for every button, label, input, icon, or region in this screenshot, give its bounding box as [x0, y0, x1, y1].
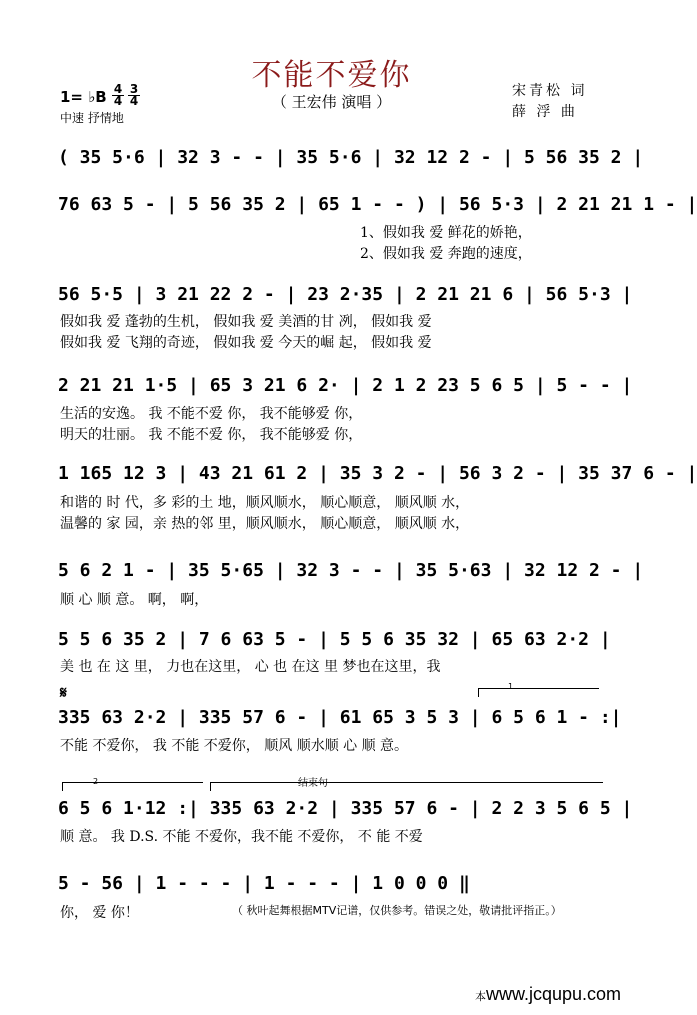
composer-credit: 薛 浮 曲: [512, 104, 578, 120]
score-row-3: 56 5·5 | 3 21 22 2 - | 23 2·35 | 2 21 21 6 | 56 5·3 |: [58, 284, 633, 305]
lyricist-credit: 宋青松 词: [512, 83, 588, 99]
singer-credit: （ 王宏伟 演唱 ）: [271, 93, 392, 111]
score-row-10: 5 - 56 | 1 - - - | 1 - - - | 1 0 0 0 ‖: [58, 873, 470, 894]
score-row-2: 76 63 5 - | 5 56 35 2 | 65 1 - - ) | 56 5·3 | 2 21 21 1 - |: [58, 194, 697, 215]
segno-sign: 𝄋: [60, 683, 67, 702]
volta-1-bracket: [478, 688, 599, 697]
lyric-row-7: 美 也 在 这 里， 力也在这里， 心 也 在这 里 梦也在这里，我: [60, 659, 441, 675]
tempo-marking: 中速 抒情地: [60, 111, 124, 125]
watermark-prefix: 本: [475, 991, 486, 1003]
lyric-row-5-verse-2: 温馨的 家 园，亲 热的邻 里，顺风顺水， 顺心顺意， 顺风顺 水，: [60, 516, 470, 532]
ending-bracket: [210, 782, 603, 791]
score-row-7: 5 5 6 35 2 | 7 6 63 5 - | 5 5 6 35 32 | 65 63 2·2 |: [58, 629, 611, 650]
volta-1-label: 1: [508, 682, 514, 691]
score-row-4: 2 21 21 1·5 | 65 3 21 6 2· | 2 1 2 23 5 6 5 | 5 - - |: [58, 375, 633, 396]
lyric-row-8: 不能 不爱你， 我 不能 不爱你， 顺风 顺水顺 心 顺 意。: [60, 738, 409, 754]
key-signature: 1= ♭B: [60, 88, 107, 106]
score-row-6: 5 6 2 1 - | 35 5·65 | 32 3 - - | 35 5·63 | 32 12 2 - |: [58, 560, 644, 581]
lyric-row-10: 你， 爱 你！: [60, 905, 139, 921]
lyric-row-2-verse-1: 1、假如我 爱 鲜花的娇艳，: [360, 225, 532, 241]
score-row-9: 6 5 6 1·12 :| 335 63 2·2 | 335 57 6 - | 2 2 3 5 6 5 |: [58, 798, 633, 819]
lyric-row-4-verse-2: 明天的壮丽。 我 不能不爱 你， 我不能够爱 你，: [60, 427, 363, 443]
lyric-row-2-verse-2: 2、假如我 爱 奔跑的速度，: [360, 246, 532, 262]
time-signature-a: [112, 84, 124, 107]
lyric-row-5-verse-1: 和谐的 时 代，多 彩的土 地，顺风顺水， 顺心顺意， 顺风顺 水，: [60, 495, 470, 511]
time-signature-b: [128, 84, 140, 107]
lyric-row-4-verse-1: 生活的安逸。 我 不能不爱 你， 我不能够爱 你，: [60, 406, 363, 422]
score-row-8: 335 63 2·2 | 335 57 6 - | 61 65 3 5 3 | 6 5 6 1 - :|: [58, 707, 622, 728]
transcription-note: （ 秋叶起舞根据MTV记谱，仅供参考。错误之处，敬请批评指正。）: [232, 904, 562, 917]
score-row-5: 1 165 12 3 | 43 21 61 2 | 35 3 2 - | 56 3 2 - | 35 37 6 - |: [58, 463, 697, 484]
watermark-url: www.jcqupu.com: [486, 984, 622, 1004]
volta-2-bracket: [62, 782, 203, 791]
song-title: 不能不爱你: [251, 58, 412, 93]
time-a-denominator: 4: [113, 94, 123, 108]
volta-2-label: 2: [93, 777, 99, 786]
lyric-row-9: 顺 意。 我 D.S. 不能 不爱你，我不能 不爱你， 不 能 不爱: [60, 829, 423, 845]
time-b-denominator: 4: [129, 94, 139, 108]
time-a-numerator: 4: [113, 82, 123, 96]
lyric-row-6: 顺 心 顺 意。 啊， 啊，: [60, 592, 209, 608]
watermark[interactable]: [475, 984, 621, 1005]
lyric-row-3-verse-1: 假如我 爱 蓬勃的生机， 假如我 爱 美酒的甘 冽， 假如我 爱: [60, 314, 432, 330]
lyric-row-3-verse-2: 假如我 爱 飞翔的奇迹， 假如我 爱 今天的崛 起， 假如我 爱: [60, 335, 432, 351]
time-b-numerator: 3: [129, 82, 139, 96]
ending-label: 结束句: [298, 778, 328, 789]
score-row-1: ( 35 5·6 | 32 3 - - | 35 5·6 | 32 12 2 - | 5 56 35 2 |: [58, 147, 644, 168]
